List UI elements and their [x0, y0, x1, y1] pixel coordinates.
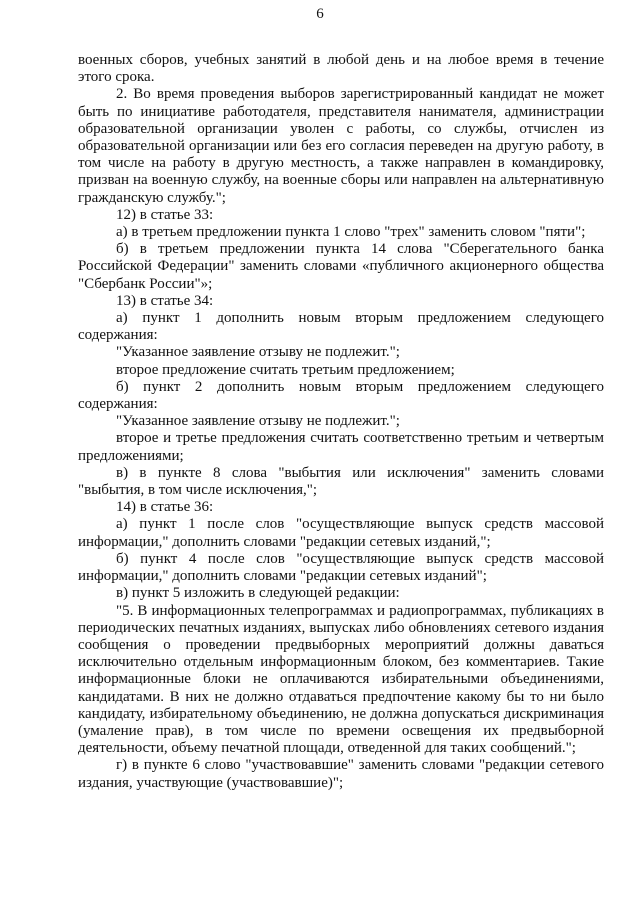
paragraph: 14) в статье 36:: [116, 499, 214, 516]
document-body: [78, 52, 604, 792]
paragraph: второе и третье предложения считать соответственно третьим и четвертым предложениями;: [78, 430, 604, 464]
paragraph: б) пункт 2 дополнить новым вторым предложением следующего содержания:: [78, 378, 604, 413]
paragraph: 12) в статье 33:: [116, 206, 214, 223]
paragraph: "5. В информационных телепрограммах и радиопрограммах, публикациях в периодических печатных изданиях, выпусках либо обновлениях сетевого издания сообщения о проведении предвыборных мероприятий должны даваться исключительно отдельным информационным блоком, без комментариев. Такие информационные блоки не оплачиваются избирательными объединениями, кандидатами. В них не должно отдаваться предпочтение какому бы то ни было кандидату, избирательному объединению, не должна допускаться дискриминация (умаление прав), в том числе по времени освещения их предвыборной деятельности, объему печатной площади, отведенной для таких сообщений.";: [78, 602, 604, 757]
paragraph: б) пункт 4 после слов "осуществляющие выпуск средств массовой информации," дополнить словами "редакции сетевых изданий";: [78, 550, 604, 585]
paragraph: в) в пункте 8 слова "выбытия или исключения" заменить словами "выбытия, в том числе исключения,";: [78, 464, 604, 499]
paragraph: второе предложение считать третьим предложением;: [116, 361, 455, 378]
paragraph: г) в пункте 6 слово "участвовавшие" заменить словами "редакции сетевого издания, участвующие (участвовавшие)";: [78, 757, 604, 791]
paragraph: 13) в статье 34:: [116, 292, 214, 309]
paragraph: "Указанное заявление отзыву не подлежит.";: [116, 413, 400, 430]
paragraph: "Указанное заявление отзыву не подлежит.";: [116, 344, 400, 361]
paragraph: военных сборов, учебных занятий в любой день и на любое время в течение этого срока.: [78, 52, 604, 86]
paragraph: а) пункт 1 дополнить новым вторым предложением следующего содержания:: [78, 310, 604, 344]
paragraph: в) пункт 5 изложить в следующей редакции:: [116, 585, 400, 602]
paragraph: б) в третьем предложении пункта 14 слова "Сберегательного банка Российской Федерации" заменить словами «публичного акционерного общества "Сбербанк России"»;: [78, 241, 604, 292]
paragraph: а) в третьем предложении пункта 1 слово "трех" заменить словом "пяти";: [116, 224, 586, 241]
paragraph: 2. Во время проведения выборов зарегистрированный кандидат не может быть по инициативе работодателя, представителя нанимателя, администрации образовательной организации уволен с работы, со службы, отчислен из образовательной организации или без его согласия переведен на другую работу, в том числе на работу в другую местность, а также направлен в командировку, призван на военную службу, на военные сборы или направлен на альтернативную гражданскую службу.";: [78, 86, 604, 206]
paragraph: а) пункт 1 после слов "осуществляющие выпуск средств массовой информации," дополнить словами "редакции сетевых изданий,";: [78, 516, 604, 550]
page-number: 6: [316, 6, 324, 22]
